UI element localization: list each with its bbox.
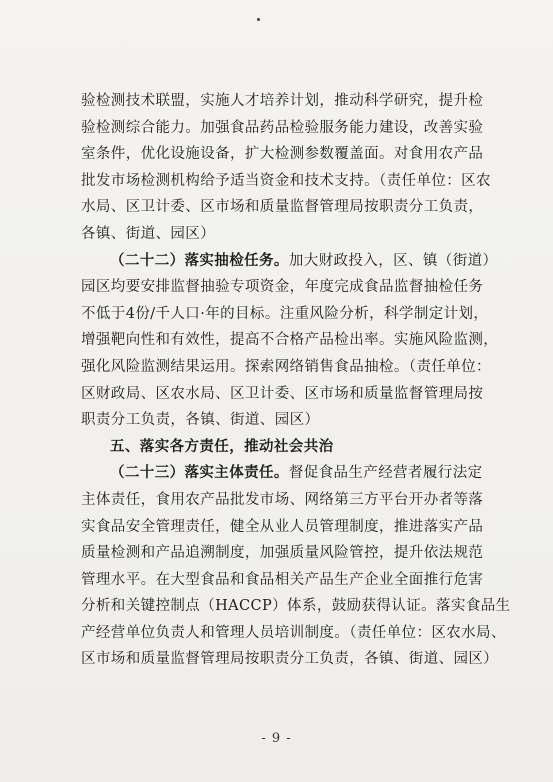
- section-22-lead: （二十二）落实抽检任务。加大财政投入，区、镇（街道）: [110, 251, 498, 269]
- text-line: 强化风险监测结果运用。探索网络销售食品抽检。（责任单位：: [81, 358, 491, 375]
- text-line: 水局、区卫计委、区市场和质量监督管理局按职责分工负责，: [81, 199, 484, 216]
- text-line: 增强靶向性和有效性，提高不合格产品检出率。实施风险监测，: [81, 332, 499, 349]
- text-line: 不低于4份/千人口·年的目标。注重风险分析，科学制定计划，: [81, 305, 489, 322]
- text-line: 区市场和质量监督管理局按职责分工负责，各镇、街道、园区）: [81, 651, 499, 668]
- text-line: 主体责任，食用农产品批发市场、网络第三方平台开办者等落: [81, 491, 484, 508]
- text-line: 批发市场检测机构给予适当资金和技术支持。（责任单位：区农: [81, 172, 491, 189]
- text-line: 管理水平。在大型食品和食品相关产品生产企业全面推行危害: [81, 571, 484, 588]
- text-line: 园区均要安排监督抽验专项资金，年度完成食品监督抽检任务: [81, 279, 484, 296]
- section-22-title: （二十二）落实抽检任务。: [110, 251, 289, 269]
- text-line: 室条件，优化设施设备，扩大检测参数覆盖面。对食用农产品: [81, 146, 484, 163]
- section-23-title: （二十三）落实主体责任。: [110, 464, 289, 482]
- text-line: 实食品安全管理责任，健全从业人员管理制度，推进落实产品: [81, 518, 484, 535]
- text-line: 分析和关键控制点（HACCP）体系，鼓励获得认证。落实食品生: [81, 598, 511, 615]
- section-23-lead: （二十三）落实主体责任。督促食品生产经营者履行法定: [110, 464, 483, 482]
- text-line: 质量检测和产品追溯制度，加强质量风险管控，提升依法规范: [81, 545, 484, 562]
- text-line: 区财政局、区农水局、区卫计委、区市场和质量监督管理局按: [81, 385, 484, 402]
- body-text: [81, 88, 511, 673]
- text-line: 验检测技术联盟，实施人才培养计划，推动科学研究，提升检: [81, 93, 484, 109]
- text-line: 各镇、街道、园区）: [81, 225, 216, 242]
- section-five-heading: 五、落实各方责任，推动社会共治: [110, 438, 334, 455]
- scan-speck: [257, 18, 260, 21]
- text-line: 验检测综合能力。加强食品药品检验服务能力建设，改善实验: [81, 119, 484, 136]
- text-line: 产经营单位负责人和管理人员培训制度。（责任单位：区农水局、: [81, 624, 506, 641]
- page-number: - 9 -: [261, 731, 292, 746]
- text-line: 职责分工负责，各镇、街道、园区）: [81, 412, 320, 429]
